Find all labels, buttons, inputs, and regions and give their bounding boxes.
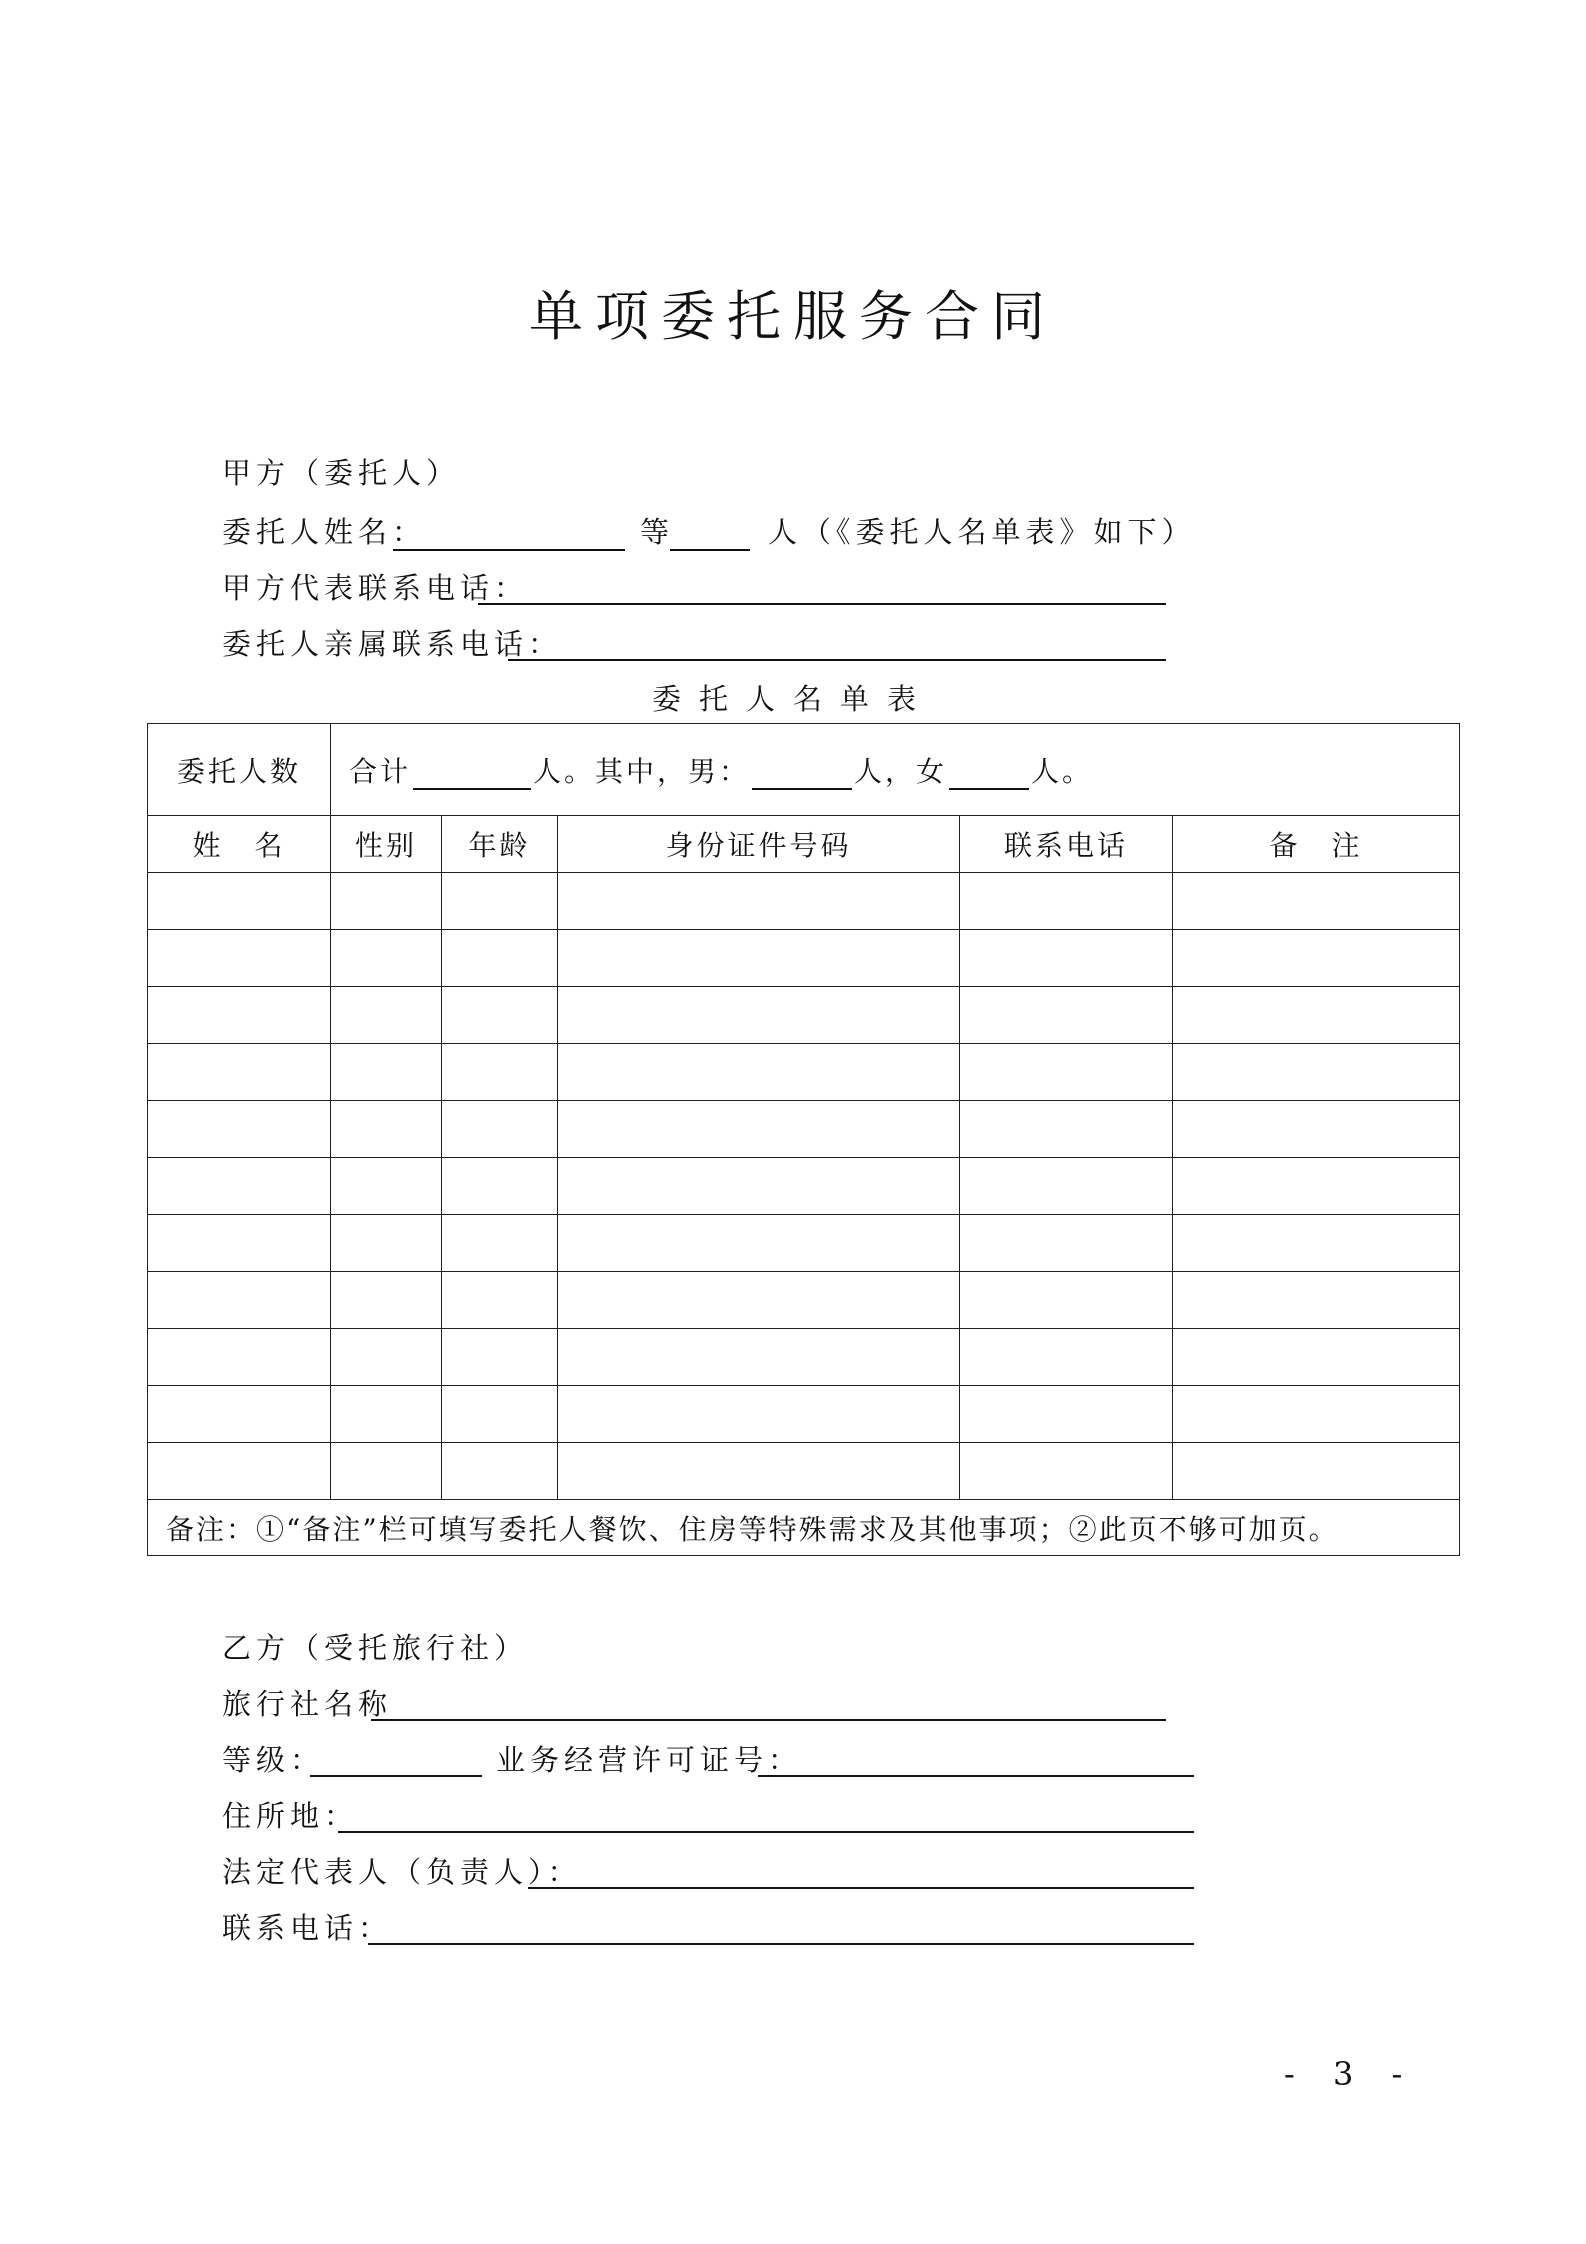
age-cell[interactable] xyxy=(442,873,558,930)
id-number-cell[interactable] xyxy=(558,1329,960,1386)
count-detail xyxy=(331,724,1460,816)
agency-name-field[interactable] xyxy=(371,1719,1166,1721)
client-name-line xyxy=(222,511,426,553)
client-name-mid: 等 xyxy=(640,515,675,549)
roster-caption: 委托人名单表 xyxy=(651,682,934,716)
remarks-cell[interactable] xyxy=(1173,1158,1460,1215)
total-count-field[interactable] xyxy=(413,758,531,790)
count-mid2: 人，女 xyxy=(854,754,948,788)
gender-cell[interactable] xyxy=(331,1215,442,1272)
name-cell[interactable] xyxy=(148,1386,331,1443)
gender-cell[interactable] xyxy=(331,1386,442,1443)
id-number-cell[interactable] xyxy=(558,873,960,930)
address-label: 住所地： xyxy=(222,1799,359,1833)
age-cell[interactable] xyxy=(442,1329,558,1386)
address-field[interactable] xyxy=(338,1831,1194,1833)
remarks-cell[interactable] xyxy=(1173,930,1460,987)
col-header-name: 姓 名 xyxy=(148,816,331,873)
age-cell[interactable] xyxy=(442,1044,558,1101)
count-row xyxy=(148,724,1460,816)
client-name-field[interactable] xyxy=(393,549,625,551)
agency-name-label: 旅行社名称 xyxy=(222,1687,393,1721)
phone-cell[interactable] xyxy=(960,1158,1173,1215)
phone-cell[interactable] xyxy=(960,873,1173,930)
remarks-cell[interactable] xyxy=(1173,1443,1460,1500)
gender-cell[interactable] xyxy=(331,1329,442,1386)
count-total-label: 合计 xyxy=(349,754,412,788)
table-row xyxy=(148,1329,1460,1386)
male-count-field[interactable] xyxy=(752,758,852,790)
id-number-cell[interactable] xyxy=(558,1044,960,1101)
female-count-field[interactable] xyxy=(949,758,1029,790)
id-number-cell[interactable] xyxy=(558,1386,960,1443)
id-number-cell[interactable] xyxy=(558,987,960,1044)
table-row xyxy=(148,1443,1460,1500)
count-mid1: 人。其中，男： xyxy=(533,754,751,788)
table-row xyxy=(148,1158,1460,1215)
license-label: 业务经营许可证号： xyxy=(496,1743,803,1777)
name-cell[interactable] xyxy=(148,1329,331,1386)
relative-phone-field[interactable] xyxy=(508,659,1166,661)
table-row xyxy=(148,987,1460,1044)
remarks-cell[interactable] xyxy=(1173,1044,1460,1101)
name-cell[interactable] xyxy=(148,873,331,930)
col-header-age: 年龄 xyxy=(442,816,558,873)
table-row xyxy=(148,1044,1460,1101)
table-row xyxy=(148,1101,1460,1158)
name-cell[interactable] xyxy=(148,1443,331,1500)
id-number-cell[interactable] xyxy=(558,1215,960,1272)
legal-rep-field[interactable] xyxy=(528,1887,1194,1889)
gender-cell[interactable] xyxy=(331,873,442,930)
col-header-gender: 性别 xyxy=(331,816,442,873)
client-count-field[interactable] xyxy=(670,549,750,551)
id-number-cell[interactable] xyxy=(558,1443,960,1500)
remarks-cell[interactable] xyxy=(1173,1272,1460,1329)
table-row xyxy=(148,930,1460,987)
phone-cell[interactable] xyxy=(960,1443,1173,1500)
gender-cell[interactable] xyxy=(331,1044,442,1101)
phone-cell[interactable] xyxy=(960,1215,1173,1272)
header-row xyxy=(148,816,1460,873)
phone-cell[interactable] xyxy=(960,930,1173,987)
remarks-cell[interactable] xyxy=(1173,987,1460,1044)
count-end: 人。 xyxy=(1031,754,1094,788)
legal-rep-label: 法定代表人（负责人）： xyxy=(222,1855,582,1889)
agency-phone-field[interactable] xyxy=(368,1943,1194,1945)
grade-field[interactable] xyxy=(310,1775,482,1777)
col-header-remarks: 备 注 xyxy=(1173,816,1460,873)
age-cell[interactable] xyxy=(442,987,558,1044)
table-note: 备注：①“备注”栏可填写委托人餐饮、住房等特殊需求及其他事项；②此页不够可加页。 xyxy=(148,1500,1460,1556)
gender-cell[interactable] xyxy=(331,930,442,987)
name-cell[interactable] xyxy=(148,1101,331,1158)
name-cell[interactable] xyxy=(148,1044,331,1101)
age-cell[interactable] xyxy=(442,1386,558,1443)
table-row xyxy=(148,873,1460,930)
grade-label: 等级： xyxy=(222,1743,325,1777)
gender-cell[interactable] xyxy=(331,987,442,1044)
age-cell[interactable] xyxy=(442,930,558,987)
age-cell[interactable] xyxy=(442,1272,558,1329)
gender-cell[interactable] xyxy=(331,1101,442,1158)
license-field[interactable] xyxy=(758,1775,1194,1777)
name-cell[interactable] xyxy=(148,987,331,1044)
id-number-cell[interactable] xyxy=(558,1101,960,1158)
age-cell[interactable] xyxy=(442,1158,558,1215)
id-number-cell[interactable] xyxy=(558,1272,960,1329)
remarks-cell[interactable] xyxy=(1173,1329,1460,1386)
id-number-cell[interactable] xyxy=(558,1158,960,1215)
gender-cell[interactable] xyxy=(331,1272,442,1329)
client-name-suffix: 人（《委托人名单表》如下） xyxy=(768,515,1196,549)
gender-cell[interactable] xyxy=(331,1443,442,1500)
note-row xyxy=(148,1500,1460,1556)
col-header-id-number: 身份证件号码 xyxy=(558,816,960,873)
phone-cell[interactable] xyxy=(960,1044,1173,1101)
roster-table xyxy=(147,723,1460,1556)
party-a-heading: 甲方（委托人） xyxy=(222,456,461,490)
age-cell[interactable] xyxy=(442,1443,558,1500)
remarks-cell[interactable] xyxy=(1173,873,1460,930)
rep-phone-field[interactable] xyxy=(478,603,1166,605)
remarks-cell[interactable] xyxy=(1173,1215,1460,1272)
gender-cell[interactable] xyxy=(331,1158,442,1215)
table-row xyxy=(148,1215,1460,1272)
table-row xyxy=(148,1386,1460,1443)
count-label: 委托人数 xyxy=(148,724,331,816)
agency-phone-label: 联系电话： xyxy=(222,1911,393,1945)
age-cell[interactable] xyxy=(442,1101,558,1158)
phone-cell[interactable] xyxy=(960,987,1173,1044)
document-title: 单项委托服务合同 xyxy=(529,285,1057,348)
page-number: - 3 - xyxy=(1284,2055,1417,2093)
table-row xyxy=(148,1272,1460,1329)
name-cell[interactable] xyxy=(148,1158,331,1215)
name-cell[interactable] xyxy=(148,1215,331,1272)
remarks-cell[interactable] xyxy=(1173,1386,1460,1443)
name-cell[interactable] xyxy=(148,1272,331,1329)
rep-phone-label: 甲方代表联系电话： xyxy=(222,571,529,605)
party-b-heading: 乙方（受托旅行社） xyxy=(222,1631,529,1665)
age-cell[interactable] xyxy=(442,1215,558,1272)
relative-phone-label: 委托人亲属联系电话： xyxy=(222,627,563,661)
name-cell[interactable] xyxy=(148,930,331,987)
col-header-phone: 联系电话 xyxy=(960,816,1173,873)
phone-cell[interactable] xyxy=(960,1329,1173,1386)
phone-cell[interactable] xyxy=(960,1272,1173,1329)
id-number-cell[interactable] xyxy=(558,930,960,987)
remarks-cell[interactable] xyxy=(1173,1101,1460,1158)
phone-cell[interactable] xyxy=(960,1101,1173,1158)
phone-cell[interactable] xyxy=(960,1386,1173,1443)
client-name-label: 委托人姓名： xyxy=(222,515,427,549)
